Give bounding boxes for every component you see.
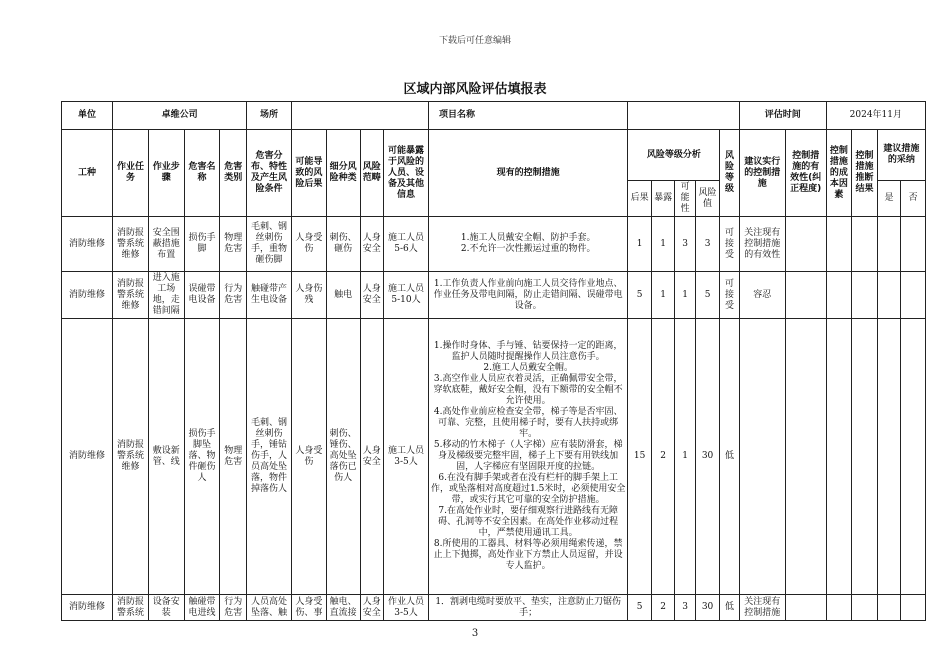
cell-yes xyxy=(877,319,901,595)
control-item: 2.施工人员戴安全帽。 xyxy=(483,363,573,373)
cell-exposed: 施工人员5-6人 xyxy=(384,217,429,272)
document-title: 区域内部风险评估填报表 xyxy=(403,82,547,97)
cell-effectiveness xyxy=(785,272,826,319)
col-distribution: 危害分布、特性及产生风险条件 xyxy=(247,130,292,217)
cell-hazard-name: 触碰带电进线 xyxy=(184,595,220,621)
cell-consequence: 人身受伤 xyxy=(292,319,327,595)
site-value xyxy=(292,102,429,130)
col-hazard-type: 危害类别 xyxy=(220,130,247,217)
col-suggested-control: 建议实行的控制措施 xyxy=(739,130,785,217)
project-label: 项目名称 xyxy=(429,102,628,130)
cell-trade: 消防维修 xyxy=(62,272,113,319)
cell-likelihood: 1 xyxy=(675,319,695,595)
cell-risk-scope: 人身安全 xyxy=(360,595,384,621)
col-hazard-name: 危害名称 xyxy=(184,130,220,217)
cell-exposure: 1 xyxy=(651,272,675,319)
cell-risk-value: 30 xyxy=(695,595,720,621)
cell-step: 敷设新管、线 xyxy=(148,319,184,595)
cell-likelihood: 1 xyxy=(675,272,695,319)
cell-no xyxy=(901,319,926,595)
col-adoption: 建议措施的采纳 xyxy=(877,130,925,181)
cell-trade: 消防维修 xyxy=(62,595,113,621)
cell-effectiveness xyxy=(785,217,826,272)
table-row xyxy=(62,319,926,595)
site-label: 场所 xyxy=(247,102,292,130)
col-exposure: 暴露 xyxy=(651,181,675,217)
cell-risk-level: 可接受 xyxy=(720,217,739,272)
cell-step: 设备安装 xyxy=(148,595,184,621)
header-row-1 xyxy=(62,130,926,181)
cell-controls xyxy=(429,217,628,272)
col-controls: 现有的控制措施 xyxy=(429,130,628,217)
cell-risk-level: 可接受 xyxy=(720,272,739,319)
cell-distribution: 毛刺、钢丝刺伤手，重物砸伤脚 xyxy=(247,217,292,272)
control-item: 3.高空作业人员应衣着灵活，正确佩带安全带，穿软底鞋，戴好安全帽，没有下额带的安全帽不允许使用。 xyxy=(433,374,623,406)
col-risk-value: 风险值 xyxy=(695,181,720,217)
cell-hazard-type: 物理危害 xyxy=(220,217,247,272)
cell-distribution: 人员高处坠落、触 xyxy=(247,595,292,621)
cell-consequence-score: 1 xyxy=(628,217,652,272)
cell-no xyxy=(901,595,926,621)
cell-exposure: 1 xyxy=(651,217,675,272)
cell-effectiveness xyxy=(785,319,826,595)
control-item: 8.所使用的工器具、材料等必须用绳索传递，禁止上下抛掷，高处作业下方禁止人员逗留，并设专人监护。 xyxy=(433,539,623,571)
cell-consequence: 人身受伤、事 xyxy=(292,595,327,621)
col-risk-subtype: 细分风险种类 xyxy=(326,130,360,217)
cell-hazard-type: 行为危害 xyxy=(220,272,247,319)
cell-risk-subtype: 触电、直流接 xyxy=(326,595,360,621)
cell-hazard-type: 物理危害 xyxy=(220,319,247,595)
cell-consequence-score: 15 xyxy=(628,319,652,595)
cell-controls xyxy=(429,272,628,319)
risk-assessment-table xyxy=(61,101,926,621)
cell-hazard-type: 行为危害 xyxy=(220,595,247,621)
info-row xyxy=(62,102,926,130)
control-item: 1.操作时身体、手与锤、钻要保持一定的距离，监护人员随时提醒操作人员注意伤手。 xyxy=(433,341,623,362)
col-effectiveness: 控制措施的有效性(纠正程度) xyxy=(785,130,826,217)
col-risk-analysis: 风险等级分析 xyxy=(628,130,720,181)
cell-controls xyxy=(429,319,628,595)
cell-likelihood: 3 xyxy=(675,217,695,272)
col-yes: 是 xyxy=(877,181,901,217)
cell-exposure: 2 xyxy=(651,595,675,621)
cell-consequence-score: 5 xyxy=(628,595,652,621)
col-no: 否 xyxy=(901,181,926,217)
cell-cost xyxy=(826,217,852,272)
cell-yes xyxy=(877,217,901,272)
cell-no xyxy=(901,272,926,319)
col-risk-scope: 风险范畴 xyxy=(360,130,384,217)
cell-consequence: 人身受伤 xyxy=(292,217,327,272)
unit-value: 卓维公司 xyxy=(113,102,247,130)
cell-effectiveness xyxy=(785,595,826,621)
cell-risk-value: 3 xyxy=(695,217,720,272)
table-row xyxy=(62,595,926,621)
control-item: 1.工作负责人作业前向施工人员交待作业地点、作业任务及带电间隔，防止走错间隔、误碰带电设备。 xyxy=(433,278,623,311)
cell-suggest: 关注现有控制措施 xyxy=(739,595,785,621)
control-item: 1.施工人员戴安全帽、防护手套。 xyxy=(460,233,596,243)
cell-conclusion xyxy=(852,319,878,595)
col-cost: 控制措施的成本因素 xyxy=(826,130,852,217)
col-exposed: 可能暴露于风险的人员、设备及其他信息 xyxy=(384,130,429,217)
cell-task: 消防报警系统维修 xyxy=(113,217,149,272)
table-row xyxy=(62,272,926,319)
control-item: 2.不允许一次性搬运过重的物件。 xyxy=(460,244,596,254)
cell-suggest xyxy=(739,319,785,595)
page-number: 3 xyxy=(471,628,479,639)
cell-exposed: 施工人员5-10人 xyxy=(384,272,429,319)
cell-risk-scope: 人身安全 xyxy=(360,217,384,272)
table-row xyxy=(62,217,926,272)
cell-risk-subtype: 触电 xyxy=(326,272,360,319)
cell-yes xyxy=(877,595,901,621)
cell-task: 消防报警系统 xyxy=(113,595,149,621)
control-item: 5.移动的竹木梯子（人字梯）应有装防滑套，梯身及梯级要完整牢固，梯子上下要有用铁线加固，人字梯应有坚固限开度的拉链。 xyxy=(433,440,623,472)
header-note: 下载后可任意编辑 xyxy=(438,36,511,46)
col-risk-level: 风险等级 xyxy=(720,130,739,217)
cell-risk-subtype: 刺伤、锤伤、高处坠落伤已伤人 xyxy=(326,319,360,595)
control-item: 6.在没有脚手架或者在没有栏杆的脚手架上工作，或坠落相对高度超过1.5米时，必须使用安全带，或实行其它可靠的安全防护措施。 xyxy=(431,473,626,505)
cell-conclusion xyxy=(852,595,878,621)
eval-time-label: 评估时间 xyxy=(739,102,826,130)
cell-cost xyxy=(826,272,852,319)
col-task: 作业任务 xyxy=(113,130,149,217)
cell-risk-level: 低 xyxy=(720,595,739,621)
col-conclusion: 控制措施推断结果 xyxy=(852,130,878,217)
col-step: 作业步骤 xyxy=(148,130,184,217)
cell-risk-value: 5 xyxy=(695,272,720,319)
cell-exposure: 2 xyxy=(651,319,675,595)
col-consequence-score: 后果 xyxy=(628,181,652,217)
cell-risk-level: 低 xyxy=(720,319,739,595)
cell-trade: 消防维修 xyxy=(62,217,113,272)
cell-risk-scope: 人身安全 xyxy=(360,319,384,595)
cell-cost xyxy=(826,595,852,621)
unit-label: 单位 xyxy=(62,102,113,130)
cell-step: 安全围蔽措施布置 xyxy=(148,217,184,272)
control-item: 7.在高处作业时，要仔细观察行进路线有无障碍、孔洞等不安全因素。在高处作业移动过程中，严禁使用通讯工具。 xyxy=(438,506,619,538)
cell-hazard-name: 误碰带电设备 xyxy=(184,272,220,319)
cell-likelihood: 3 xyxy=(675,595,695,621)
cell-risk-scope: 人身安全 xyxy=(360,272,384,319)
cell-hazard-name: 损伤手脚坠落、物件砸伤人 xyxy=(184,319,220,595)
cell-consequence: 人身伤残 xyxy=(292,272,327,319)
cell-distribution: 触碰带产生电设备 xyxy=(247,272,292,319)
cell-suggest: 关注现有控制措施的有效性 xyxy=(739,217,785,272)
control-item: 4.高处作业前应检查安全带，梯子等是否牢固、可靠、完整，且使用梯子时，要有人扶持或绑牢。 xyxy=(433,407,623,439)
cell-suggest: 容忍 xyxy=(739,272,785,319)
project-value xyxy=(628,102,739,130)
control-item: 1．割剥电缆时要放平、垫实，注意防止刀锯伤手； xyxy=(435,596,622,618)
cell-consequence-score: 5 xyxy=(628,272,652,319)
cell-exposed: 作业人员3-5人 xyxy=(384,595,429,621)
cell-task: 消防报警系统维修 xyxy=(113,272,149,319)
col-consequence: 可能导致的风险后果 xyxy=(292,130,327,217)
cell-hazard-name: 损伤手脚 xyxy=(184,217,220,272)
cell-step: 进入施工场地，走错间隔 xyxy=(148,272,184,319)
cell-conclusion xyxy=(852,217,878,272)
cell-task: 消防报警系统维修 xyxy=(113,319,149,595)
col-likelihood: 可能性 xyxy=(675,181,695,217)
cell-no xyxy=(901,217,926,272)
cell-risk-value: 30 xyxy=(695,319,720,595)
cell-exposed: 施工人员3-5人 xyxy=(384,319,429,595)
col-trade: 工种 xyxy=(62,130,113,217)
cell-cost xyxy=(826,319,852,595)
cell-yes xyxy=(877,272,901,319)
eval-time-value: 2024年11月 xyxy=(826,102,925,130)
cell-risk-subtype: 刺伤、砸伤 xyxy=(326,217,360,272)
cell-distribution: 毛刺、钢丝刺伤手，锤钻伤手，人员高处坠落，物件掉落伤人 xyxy=(247,319,292,595)
cell-conclusion xyxy=(852,272,878,319)
cell-trade: 消防维修 xyxy=(62,319,113,595)
cell-controls xyxy=(429,595,628,621)
